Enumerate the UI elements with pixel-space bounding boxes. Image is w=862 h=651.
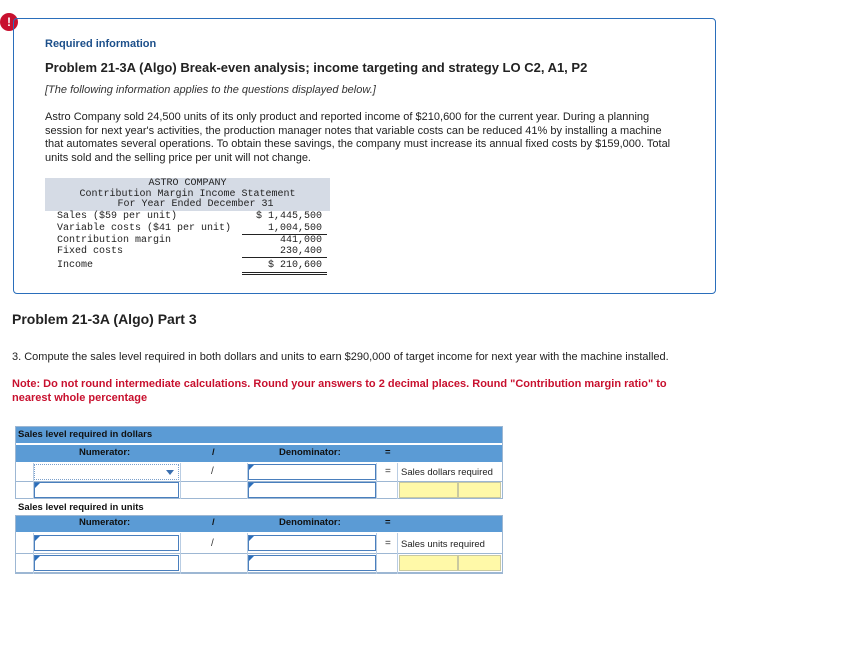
units-grid-frame — [15, 515, 503, 574]
row-label: Variable costs ($41 per unit) — [57, 223, 232, 234]
slash-label: / — [212, 517, 215, 528]
denominator-label: Denominator: — [279, 517, 341, 528]
statement-row — [45, 246, 330, 257]
grid-divider — [397, 463, 398, 499]
grid-title: Sales level required in dollars — [15, 426, 502, 443]
numerator-label: Numerator: — [79, 517, 131, 528]
statement-header — [45, 178, 330, 211]
statement-row — [45, 260, 330, 271]
result-label: Sales dollars required — [401, 467, 493, 478]
underline — [242, 257, 327, 258]
rounding-note: Note: Do not round intermediate calculations. Round your answers to 2 decimal places. Round "Contribution margin ratio" to nearest whole percentage — [12, 378, 667, 404]
row-value: 1,004,500 — [267, 223, 322, 234]
slash-label: / — [212, 447, 215, 458]
question-text: 3. Compute the sales level required in both dollars and units to earn $290,000 of target income for next year with the machine installed. — [12, 351, 669, 363]
statement-period: For Year Ended December 31 — [117, 199, 274, 210]
row-label: Sales ($59 per unit) — [57, 211, 178, 222]
statement-row — [45, 235, 330, 246]
grid-divider — [33, 533, 34, 574]
grid-divider — [247, 463, 248, 499]
row-label: Fixed costs — [57, 246, 124, 257]
numerator-label: Numerator: — [79, 447, 131, 458]
grid-divider — [33, 463, 34, 499]
problem-title: Problem 21-3A (Algo) Break-even analysis; income targeting and strategy LO C2, A1, P2 — [45, 60, 588, 75]
statement-company: ASTRO COMPANY — [148, 178, 227, 189]
row-label: Contribution margin — [57, 235, 172, 246]
italic-note: [The following information applies to the questions displayed below.] — [45, 84, 376, 96]
grid-title: Sales level required in units — [15, 499, 502, 516]
income-statement — [45, 178, 330, 276]
equals-label: = — [385, 517, 391, 528]
row-value: $ 1,445,500 — [255, 211, 322, 222]
grid-divider — [376, 533, 377, 574]
slash: / — [211, 538, 214, 549]
slash: / — [211, 466, 214, 477]
grid-divider — [180, 533, 181, 574]
equals-label: = — [385, 447, 391, 458]
equals: = — [385, 538, 391, 549]
row-value: 441,000 — [279, 235, 322, 246]
row-value: $ 210,600 — [267, 260, 322, 271]
grid-divider — [247, 533, 248, 574]
row-value: 230,400 — [279, 246, 322, 257]
double-underline — [242, 274, 327, 275]
grid-divider — [180, 463, 181, 499]
denominator-label: Denominator: — [279, 447, 341, 458]
statement-row — [45, 211, 330, 222]
row-label: Income — [57, 260, 94, 271]
required-info-title: Required information — [45, 38, 157, 50]
grid-divider — [397, 533, 398, 574]
double-underline — [242, 272, 327, 273]
statement-name: Contribution Margin Income Statement — [79, 188, 296, 200]
part-title: Problem 21-3A (Algo) Part 3 — [12, 311, 197, 327]
alert-icon: ! — [0, 13, 18, 31]
problem-paragraph: Astro Company sold 24,500 units of its only product and reported income of $210,600 for the current year. During a planning session for next year's activities, the production manager notes that variable costs can be reduced 41% by installing a machine that automates several operations. To obtain these savings, the company must increase its annual fixed costs by $159,000. Total units sold and the selling price per unit will not change. — [45, 111, 671, 164]
dollars-grid-frame — [15, 426, 503, 499]
equals: = — [385, 466, 391, 477]
grid-divider — [376, 463, 377, 499]
result-label: Sales units required — [401, 539, 485, 550]
statement-row — [45, 223, 330, 234]
